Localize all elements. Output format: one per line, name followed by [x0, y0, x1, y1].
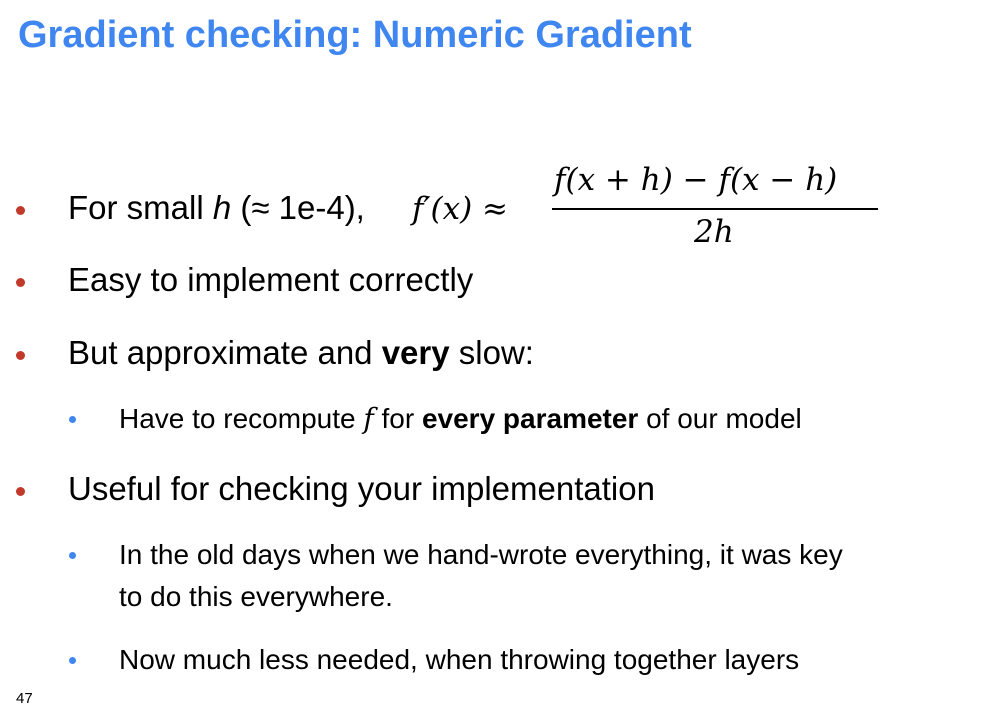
h-variable: h: [212, 189, 232, 226]
sub-bullet-marker: [69, 657, 76, 664]
sub-text-bold: every parameter: [421, 403, 639, 434]
bullet-text-post: slow:: [449, 334, 534, 371]
bullet-marker: [16, 206, 25, 215]
formula-lhs: f′(x) ≈: [412, 191, 509, 227]
bullet-useful: Useful for checking your implementation: [68, 470, 655, 507]
bullet-marker: [16, 278, 25, 287]
formula-numerator: f(x + h) − f(x − h): [554, 162, 838, 198]
fraction-bar: [552, 208, 878, 210]
sub-bullet-old-days-line1: In the old days when we hand-wrote everything, it was key: [119, 539, 843, 570]
slide-title: Gradient checking: Numeric Gradient: [18, 14, 692, 56]
bullet-text-post: (≈ 1e-4),: [231, 189, 365, 226]
sub-bullet-now: Now much less needed, when throwing together layers: [119, 644, 800, 675]
bullet-easy: Easy to implement correctly: [68, 261, 474, 298]
page-number: 47: [16, 690, 33, 707]
bullet-text-pre: For small: [68, 189, 213, 226]
formula-denominator: 2h: [694, 214, 734, 250]
bullet-small-h: [68, 188, 365, 228]
sub-bullet-marker: [69, 416, 76, 423]
sub-bullet-recompute: [119, 399, 802, 439]
sub-text-post: of our model: [638, 403, 802, 434]
bullet-marker: [16, 351, 25, 360]
bullet-text-bold: very: [381, 334, 450, 371]
sub-text-mid: for: [373, 403, 422, 434]
bullet-text-pre: But approximate and: [68, 334, 382, 371]
sub-bullet-old-days-line2: to do this everywhere.: [119, 581, 393, 612]
bullet-approximate: [68, 333, 534, 373]
sub-text-pre: Have to recompute: [119, 403, 364, 434]
f-variable: f: [363, 402, 374, 435]
sub-bullet-marker: [69, 552, 76, 559]
numeric-gradient-formula: [412, 162, 882, 254]
bullet-marker: [16, 487, 25, 496]
